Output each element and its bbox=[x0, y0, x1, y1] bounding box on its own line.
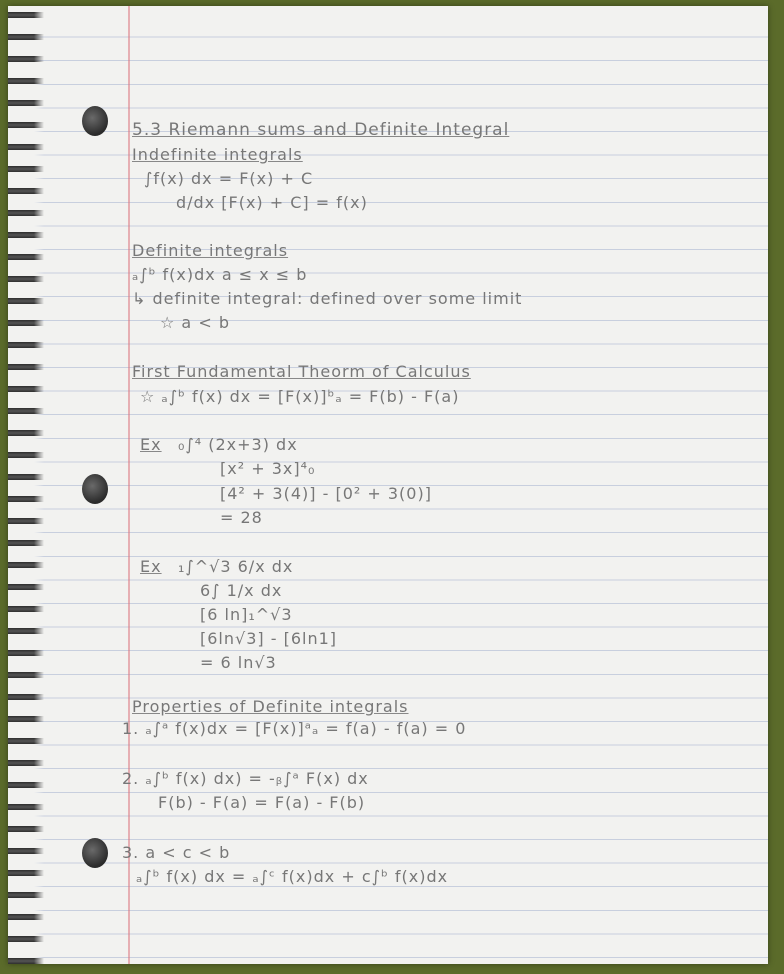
punch-hole-top bbox=[82, 106, 108, 136]
property-3-line-2: ₐ∫ᵇ f(x) dx = ₐ∫ᶜ f(x)dx + c∫ᵇ f(x)dx bbox=[136, 867, 449, 886]
punch-hole-bottom bbox=[82, 838, 108, 868]
example-2-line-1: ₁∫^√3 6/x dx bbox=[178, 557, 294, 576]
example-1-result: = 28 bbox=[220, 508, 263, 527]
ftc-equation: ☆ ₐ∫ᵇ f(x) dx = [F(x)]ᵇₐ = F(b) - F(a) bbox=[140, 387, 460, 406]
properties-header: Properties of Definite integrals bbox=[132, 697, 409, 716]
indefinite-eq-1: ∫f(x) dx = F(x) + C bbox=[144, 169, 314, 188]
property-2-line-1: 2. ₐ∫ᵇ f(x) dx) = -ᵦ∫ᵃ F(x) dx bbox=[122, 769, 369, 788]
example-1-line-1: ₀∫⁴ (2x+3) dx bbox=[178, 435, 298, 454]
example-1-label: Ex bbox=[140, 435, 162, 454]
notes-title: 5.3 Riemann sums and Definite Integral bbox=[132, 120, 510, 140]
indefinite-header: Indefinite integrals bbox=[132, 145, 303, 164]
definite-eq: ₐ∫ᵇ f(x)dx a ≤ x ≤ b bbox=[132, 265, 308, 284]
definite-note: ↳ definite integral: defined over some limit bbox=[132, 289, 523, 308]
indefinite-eq-2: d/dx [F(x) + C] = f(x) bbox=[176, 193, 368, 212]
example-2-result: = 6 ln√3 bbox=[200, 653, 277, 672]
spiral-binding bbox=[8, 6, 44, 964]
example-1-line-3: [4² + 3(4)] - [0² + 3(0)] bbox=[220, 484, 432, 503]
example-2-line-4: [6ln√3] - [6ln1] bbox=[200, 629, 337, 648]
ftc-header: First Fundamental Theorm of Calculus bbox=[132, 362, 471, 381]
example-2-line-2: 6∫ 1/x dx bbox=[200, 581, 283, 600]
example-2-line-3: [6 ln]₁^√3 bbox=[200, 605, 293, 624]
property-2-line-2: F(b) - F(a) = F(a) - F(b) bbox=[158, 793, 366, 812]
property-3-line-1: 3. a < c < b bbox=[122, 843, 231, 862]
punch-hole-middle bbox=[82, 474, 108, 504]
margin-line bbox=[128, 6, 130, 964]
notebook-page bbox=[8, 6, 768, 964]
definite-header: Definite integrals bbox=[132, 241, 289, 260]
property-1: 1. ₐ∫ᵃ f(x)dx = [F(x)]ᵃₐ = f(a) - f(a) = 0 bbox=[122, 719, 467, 738]
example-2-label: Ex bbox=[140, 557, 162, 576]
example-1-line-2: [x² + 3x]⁴₀ bbox=[220, 459, 316, 478]
definite-condition: ☆ a < b bbox=[160, 313, 230, 332]
